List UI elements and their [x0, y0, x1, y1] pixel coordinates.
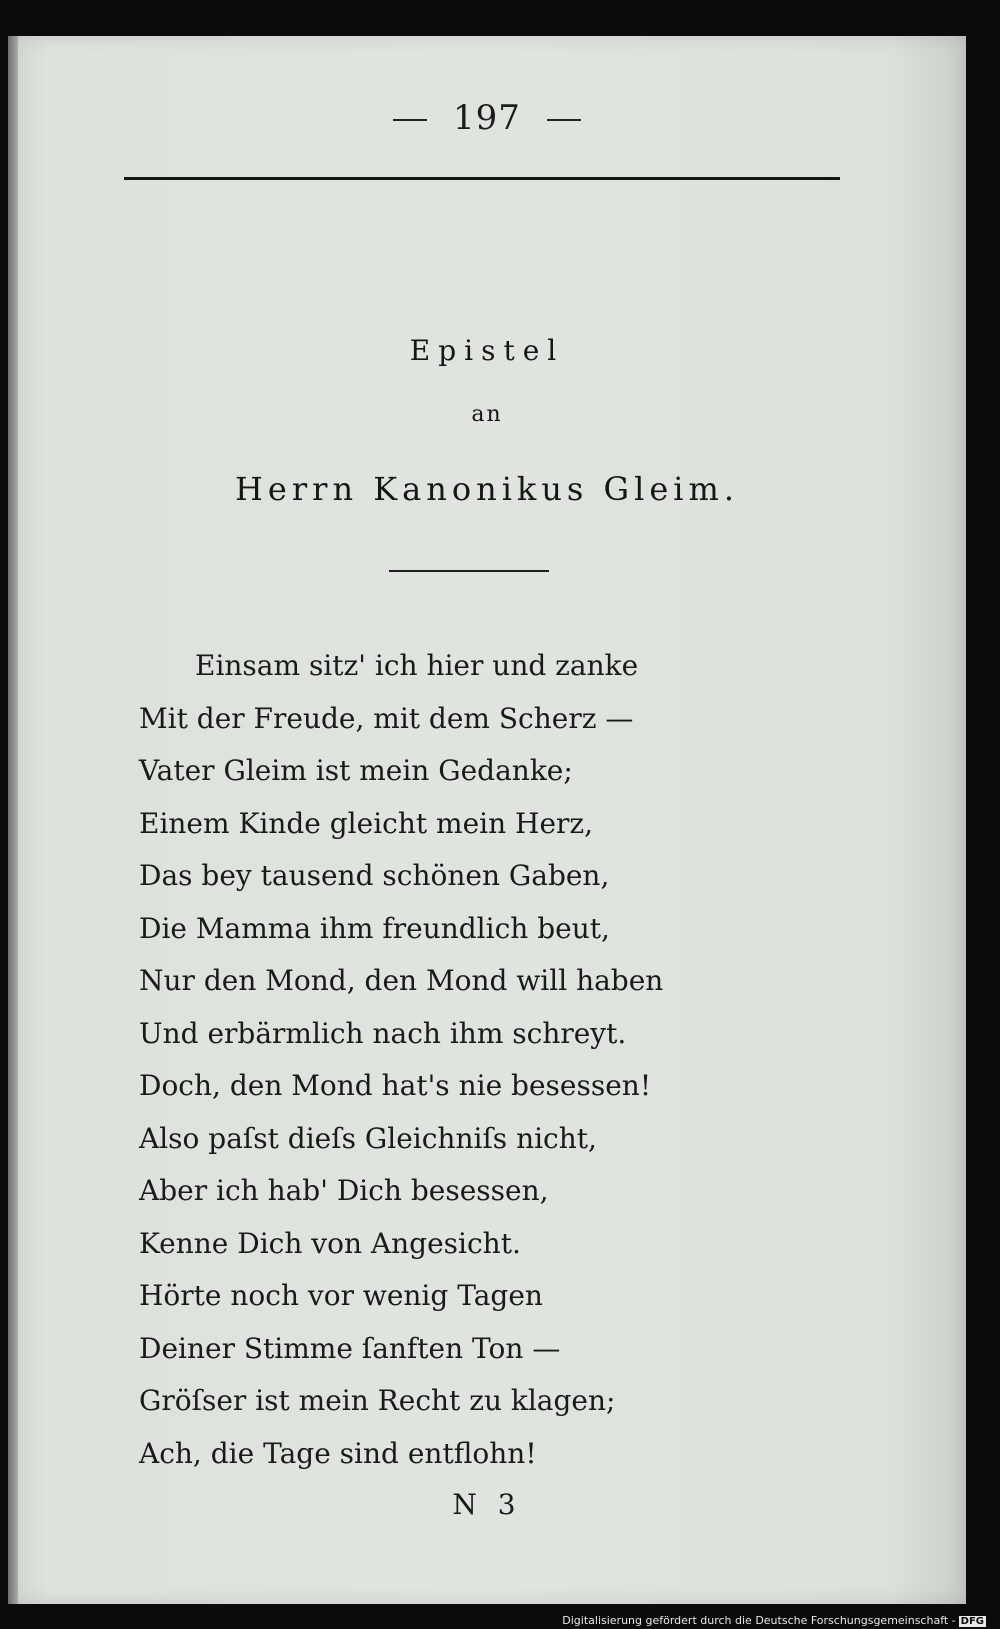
poem-line: Die Mamma ihm freundlich beut,: [139, 911, 610, 945]
digitization-footer: [562, 1614, 986, 1627]
page-number: 197: [453, 98, 521, 138]
header-rule: [124, 177, 840, 180]
signature-mark: N 3: [452, 1488, 522, 1521]
header-dash-right: [547, 119, 581, 121]
poem-line: Mit der Freude, mit dem Scherz —: [139, 701, 634, 735]
header-dash-left: [393, 119, 427, 121]
poem-line: Einem Kinde gleicht mein Herz,: [139, 806, 594, 840]
poem-line: Nur den Mond, den Mond will haben: [139, 964, 664, 997]
book-spine-edge: [8, 36, 18, 1604]
poem-line: Kenne Dich von Angesicht.: [139, 1226, 521, 1260]
poem-line: Deiner Stimme ſanften Ton —: [139, 1331, 561, 1365]
poem-line: Vater Gleim ist mein Gedanke;: [139, 754, 573, 787]
title-epistel: Epistel: [409, 334, 565, 367]
poem-line: Also paſst dieſs Gleichniſs nicht,: [139, 1121, 597, 1155]
poem-line: Doch, den Mond hat's nie besessen!: [139, 1069, 652, 1102]
poem-line: Gröſser ist mein Recht zu klagen;: [139, 1384, 616, 1417]
title-separator: [389, 570, 549, 572]
poem-line: Hörte noch vor wenig Tagen: [139, 1279, 543, 1312]
title-an: an: [471, 402, 503, 427]
poem-line: Das bey tausend schönen Gaben,: [139, 859, 610, 892]
poem-line: Ach, die Tage sind entflohn!: [139, 1436, 537, 1470]
dfg-logo: DFG: [960, 1616, 984, 1627]
poem-line: Einsam sitz' ich hier und zanke: [195, 649, 639, 682]
poem-body: [139, 640, 899, 1480]
footer-credit: Digitalisierung gefördert durch die Deutsche Forschungsgemeinschaft -: [562, 1614, 956, 1627]
page-header: [8, 98, 966, 138]
poem-line: Und erbärmlich nach ihm schreyt.: [139, 1016, 627, 1050]
title-recipient: Herrn Kanonikus Gleim.: [235, 470, 739, 508]
poem-line: Aber ich hab' Dich besessen,: [139, 1174, 549, 1207]
book-page: [8, 36, 966, 1604]
